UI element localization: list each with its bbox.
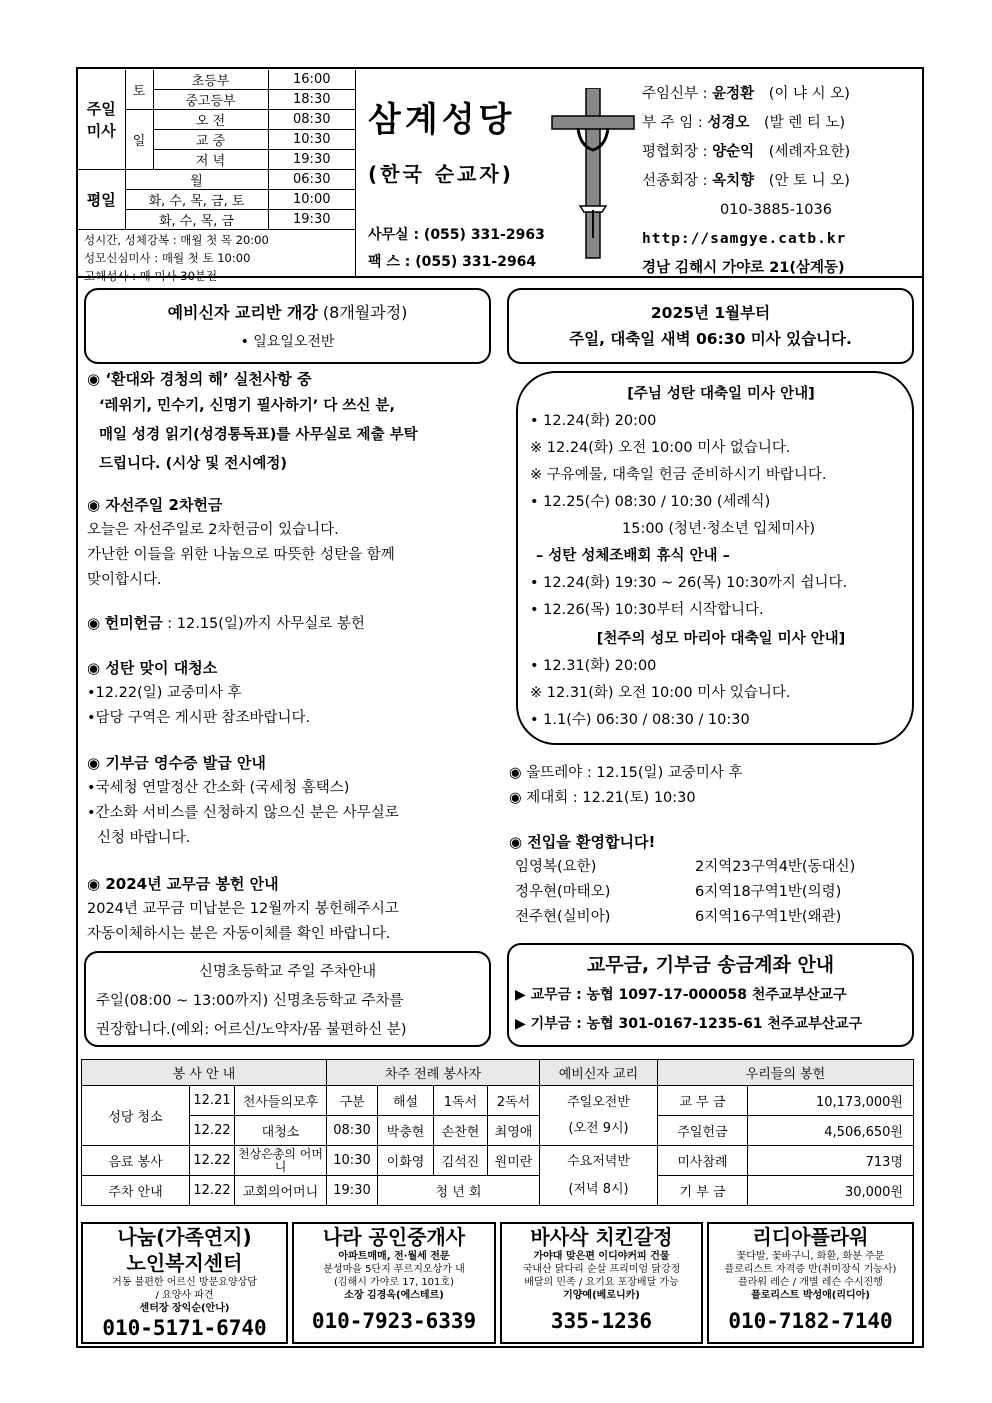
mass-time: 10:00 <box>268 190 355 210</box>
catechumen-box <box>84 288 491 364</box>
christmas-line: • 12.24(화) 20:00 <box>530 413 657 429</box>
offer-value: 713명 <box>748 1146 914 1176</box>
cell: 1독서 <box>434 1086 488 1116</box>
address: 경남 김해시 가야로 21(삼계동) <box>642 260 845 276</box>
cell: 청 년 회 <box>378 1176 540 1206</box>
staff-row: 선종회장 : 옥치향 (안 토 니 오) <box>642 173 850 189</box>
mass-time: 10:30 <box>268 130 355 150</box>
drink-label: 음료 봉사 <box>82 1146 190 1176</box>
cell: 구분 <box>327 1086 378 1116</box>
christmas-line: ※ 12.24(화) 오전 10:00 미사 없습니다. <box>530 440 791 456</box>
cell: 박충현 <box>378 1116 434 1146</box>
mass-time: 08:30 <box>268 110 355 130</box>
class1-cell: 주일오전반 (오전 9시) <box>540 1086 658 1146</box>
cell: 해설 <box>378 1086 434 1116</box>
office-phone: 사무실 : (055) 331-2963 <box>368 227 545 243</box>
mass-time: 06:30 <box>268 170 355 190</box>
christmas-line: 15:00 (청년·청소년 입체미사) <box>622 521 815 537</box>
mary-line: ※ 12.31(화) 오전 10:00 미사 있습니다. <box>530 685 791 701</box>
adoration-line: • 12.24(화) 19:30 ~ 26(목) 10:30까지 쉽니다. <box>530 575 848 591</box>
account-row: ▶ 기부금 : 농협 301-0167-1235-61 천주교부산교구 <box>515 1016 863 1032</box>
notice-christmas-cleaning: ◉ 성탄 맞이 대청소 •12.22(일) 교중미사 후 •담당 구역은 게시판 참조바랍니다. <box>87 659 311 726</box>
mass-name: 중고등부 <box>153 90 268 110</box>
christmas-line: ※ 구유예물, 대축일 헌금 준비하시기 바랍니다. <box>530 467 827 483</box>
notice-charity-collection: ◉ 자선주일 2차헌금 오늘은 자선주일로 2차헌금이 있습니다. 가난한 이들을 위한 나눔으로 따뜻한 성탄을 함께 맞이합시다. <box>87 496 395 588</box>
cell: 19:30 <box>327 1176 378 1206</box>
notice-year-practice: ◉ ‘환대와 경청의 해’ 실천사항 중 ‘레위기, 민수기, 신명기 필사하기’ 다 쓰신 분, 매일 성경 읽기(성경통독표)를 사무실로 제출 부탁 드립니다. (시상 및 전시예정) <box>87 370 418 472</box>
ultreya-notice: ◉ 울뜨레야 : 12.15(일) 교중미사 후 <box>509 765 743 781</box>
offer-value: 10,173,000원 <box>748 1086 914 1116</box>
account-row: ▶ 교무금 : 농협 1097-17-000058 천주교부산교구 <box>515 987 847 1003</box>
header-offering: 우리들의 봉헌 <box>658 1060 914 1086</box>
offer-key: 미사참례 <box>658 1146 748 1176</box>
catechumen-duration: (8개월과정) <box>322 303 408 322</box>
mary-line: • 12.31(화) 20:00 <box>530 658 657 674</box>
adoration-line: • 12.26(목) 10:30부터 시작합니다. <box>530 602 764 618</box>
staff-phone: 010-3885-1036 <box>720 202 832 218</box>
parish-subtitle: (한국 순교자) <box>368 162 514 186</box>
mass-time: 19:30 <box>268 210 355 230</box>
group-cell: 교회의어머니 <box>235 1176 327 1206</box>
welcome-row: 정우현(마태오) 6지역18구역1반(의령) <box>515 884 842 900</box>
cell: 손찬현 <box>434 1116 488 1146</box>
weekday-mass-label: 평일 <box>78 170 125 230</box>
cell: 2독서 <box>488 1086 540 1116</box>
parish-name: 삼계성당 <box>368 100 516 140</box>
cell: 10:30 <box>327 1146 378 1176</box>
mass-name: 화, 수, 목, 금 <box>125 210 268 230</box>
catechumen-title: 예비신자 교리반 개강 <box>167 303 318 322</box>
cell: 최영애 <box>488 1116 540 1146</box>
account-box <box>507 943 914 1047</box>
fax-number: 팩 스 : (055) 331-2964 <box>368 254 537 270</box>
notice-donation-receipt: ◉ 기부금 영수증 발급 안내 •국세청 연말정산 간소화 (국세청 홈택스) •간소화 서비스를 신청하지 않으신 분은 사무실로 신청 바랍니다. <box>87 754 399 846</box>
mass-schedule-table <box>78 70 355 286</box>
parking-label: 주차 안내 <box>82 1176 190 1206</box>
mass-name: 저 녁 <box>153 150 268 170</box>
header-service: 봉 사 안 내 <box>82 1060 327 1086</box>
christmas-mass-box <box>516 371 914 745</box>
website-link[interactable]: http://samgye.catb.kr <box>642 231 847 247</box>
mass-name: 오 전 <box>153 110 268 130</box>
class2-cell: 수요저녁반 (저녁 8시) <box>540 1146 658 1206</box>
mass-name: 교 중 <box>153 130 268 150</box>
account-title: 교무금, 기부금 송금계좌 안내 <box>586 954 835 976</box>
cleaning-label: 성당 청소 <box>82 1086 190 1146</box>
notice-rice-offering: ◉ 헌미헌금 : 12.15(일)까지 사무실로 봉헌 <box>87 614 365 632</box>
offer-value: 4,506,650원 <box>748 1116 914 1146</box>
ad-lydia: 리디아플라워 꽃다발, 꽃바구니, 화환, 화분 주문 플로리스트 자격증 반(취미장식 기능사) 플라워 레슨 / 개별 레슨 수시진행 플로리스트 박성애(리디아) 010-7182-7140 <box>707 1222 914 1344</box>
notice-church-dues: ◉ 2024년 교무금 봉헌 안내 2024년 교무금 미납분은 12월까지 봉헌해주시고 자동이체하시는 분은 자동이체를 확인 바랍니다. <box>87 875 399 942</box>
offer-key: 기 부 금 <box>658 1176 748 1206</box>
date-cell: 12.22 <box>190 1116 235 1146</box>
header-catechumen: 예비신자 교리 <box>540 1060 658 1086</box>
cell: 김석진 <box>434 1146 488 1176</box>
date-cell: 12.22 <box>190 1146 235 1176</box>
parking-line: 주일(08:00 ~ 13:00까지) 신명초등학교 주차를 <box>96 993 404 1009</box>
cross-logo-icon <box>550 88 636 260</box>
day-sat: 토 <box>125 70 153 110</box>
parking-title: 신명초등학교 주일 주차안내 <box>198 964 377 980</box>
offer-key: 교 무 금 <box>658 1086 748 1116</box>
january-line2: 주일, 대축일 새벽 06:30 미사 있습니다. <box>569 330 852 348</box>
january-notice-box <box>507 288 914 364</box>
mass-time: 16:00 <box>268 70 355 90</box>
date-cell: 12.22 <box>190 1176 235 1206</box>
mary-title: [천주의 성모 마리아 대축일 미사 안내] <box>596 631 846 647</box>
cell: 이화영 <box>378 1146 434 1176</box>
ad-nanum: 나눔(가족연지) 노인복지센터 거동 불편한 어르신 방문요양상담 / 요양사 파견 센터장 장익순(안나) 010-5171-6740 <box>81 1222 288 1344</box>
mass-name: 월 <box>125 170 268 190</box>
staff-row: 부 주 임 : 성경오 (발 렌 티 노) <box>642 115 846 131</box>
altar-society-notice: ◉ 제대회 : 12.21(토) 10:30 <box>509 790 696 806</box>
group-cell: 천상은총의 어머니 <box>235 1146 327 1176</box>
welcome-section <box>509 830 855 930</box>
mass-name: 초등부 <box>153 70 268 90</box>
welcome-row: 임영복(요한) 2지역23구역4반(동대신) <box>515 859 856 875</box>
mass-time: 19:30 <box>268 150 355 170</box>
ad-nara: 나라 공인중개사 아파트매매, 전·월세 전문 분성마을 5단지 푸르지오상가 내 (김해시 가야로 17, 101호) 소장 김경옥(에스테르) 010-7923-6339 <box>292 1222 496 1344</box>
group-cell: 대청소 <box>235 1116 327 1146</box>
offer-value: 30,000원 <box>748 1176 914 1206</box>
staff-row: 주임신부 : 윤정환 (이 냐 시 오) <box>642 86 850 102</box>
header-liturgy: 차주 전례 봉사자 <box>327 1060 540 1086</box>
christmas-title: [주님 성탄 대축일 미사 안내] <box>627 386 815 402</box>
welcome-title: ◉ 전입을 환영합니다! <box>509 833 656 851</box>
mass-name: 화, 수, 목, 금, 토 <box>125 190 268 210</box>
welcome-row: 전주현(실비아) 6지역16구역1반(왜관) <box>515 909 842 925</box>
mass-note: 성모신심미사 : 매월 첫 토 10:00 <box>84 250 251 265</box>
date-cell: 12.21 <box>190 1086 235 1116</box>
staff-list <box>642 80 850 283</box>
sunday-mass-label: 주일 미사 <box>78 70 125 170</box>
mass-note: 성시간, 성체강복 : 매월 첫 목 20:00 <box>84 232 269 247</box>
service-table <box>81 1059 914 1206</box>
day-sun: 일 <box>125 110 153 170</box>
group-cell: 천사들의모후 <box>235 1086 327 1116</box>
ad-basasak: 바사삭 치킨갈정 가야대 맞은편 이디야커피 건물 국내산 닭다리 순살 프리미엄 닭강정 배달의 민족 / 요기요 포장배달 가능 기양예(베로니카) 335-1236 <box>500 1222 703 1344</box>
staff-row: 평협회장 : 양순익 (세례자요한) <box>642 144 851 160</box>
offer-key: 주일헌금 <box>658 1116 748 1146</box>
cell: 원미란 <box>488 1146 540 1176</box>
january-line1: 2025년 1월부터 <box>650 304 771 322</box>
cell: 08:30 <box>327 1116 378 1146</box>
catechumen-class: • 일요일오전반 <box>240 334 335 350</box>
parking-box <box>84 951 491 1047</box>
parking-line: 권장합니다.(예외: 어르신/노약자/몸 불편하신 분) <box>96 1022 407 1038</box>
mary-line: • 1.1(수) 06:30 / 08:30 / 10:30 <box>530 712 750 728</box>
right-notices <box>509 761 742 811</box>
mass-time: 18:30 <box>268 90 355 110</box>
christmas-line: • 12.25(수) 08:30 / 10:30 (세례식) <box>530 494 771 510</box>
adoration-title: – 성탄 성체조배회 휴식 안내 – <box>536 548 730 564</box>
